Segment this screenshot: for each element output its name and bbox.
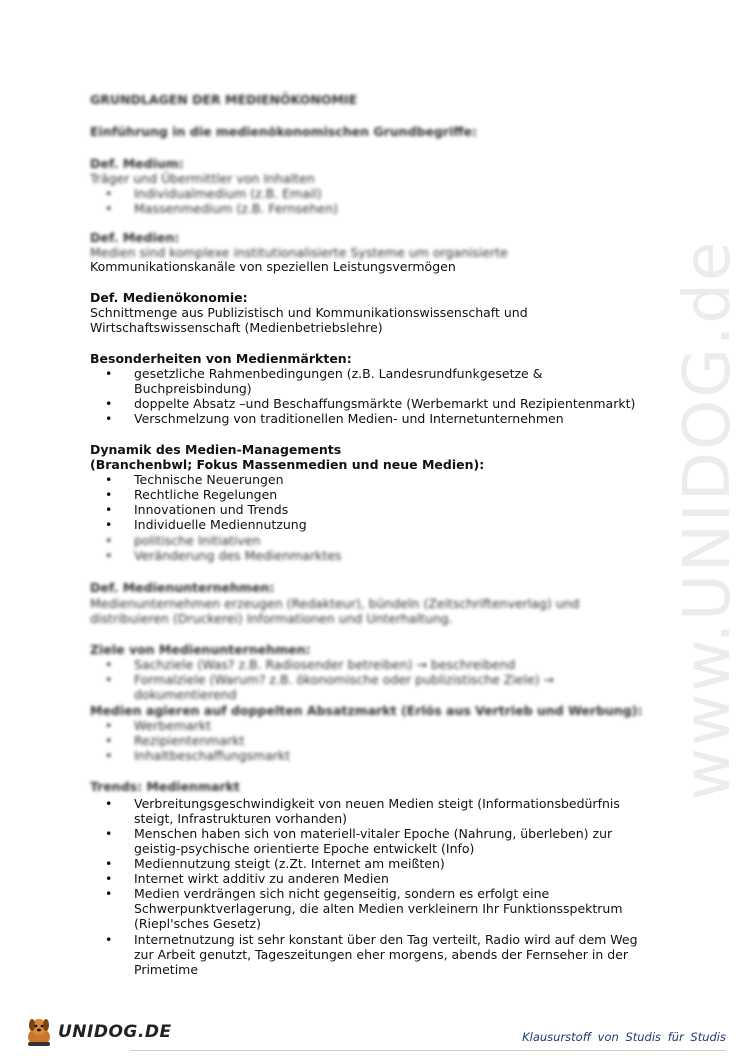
- section-heading: Def. Medienökonomie:: [90, 290, 248, 305]
- section-heading: Def. Medium:: [90, 156, 184, 171]
- bullet-icon: •: [105, 886, 113, 901]
- bullet-icon: •: [105, 826, 113, 841]
- section-text: Medienunternehmen erzeugen (Redakteur), bündeln (Zeitschriftenverlag) und: [90, 596, 580, 611]
- bullet-icon: •: [105, 533, 113, 548]
- section-text: distribuieren (Druckerei) Informationen und Unterhaltung.: [90, 611, 453, 626]
- bullet-icon: •: [105, 672, 113, 687]
- bullet-icon: •: [105, 502, 113, 517]
- section-heading: Def. Medienunternehmen:: [90, 580, 275, 595]
- section-text: Wirtschaftswissenschaft (Medienbetriebslehre): [90, 320, 383, 335]
- section-text: Medien sind komplexe institutionalisierte Systeme um organisierte: [90, 245, 508, 260]
- bullet-icon: •: [105, 396, 113, 411]
- bullet-icon: •: [105, 796, 113, 811]
- bullet-icon: •: [105, 487, 113, 502]
- watermark: www.UNIDOG.de: [671, 239, 745, 801]
- section-heading: Dynamik des Medien-Managements: [90, 442, 342, 457]
- bullet-icon: •: [105, 517, 113, 532]
- bullet-icon: •: [105, 472, 113, 487]
- bullet-icon: •: [105, 932, 113, 947]
- document-title: GRUNDLAGEN DER MEDIENÖKONOMIE: [90, 92, 358, 107]
- footer-divider: [130, 1050, 726, 1051]
- section-heading: Medien agieren auf doppelten Absatzmarkt (Erlös aus Vertrieb und Werbung):: [90, 703, 643, 718]
- section-heading: Trends: Medienmarkt: [90, 779, 240, 794]
- bullet-icon: •: [105, 411, 113, 426]
- bullet-icon: •: [105, 548, 113, 563]
- footer-slogan: Klausurstoff von Studis für Studis: [522, 1030, 726, 1044]
- section-text: Schnittmenge aus Publizistisch und Kommunikationswissenschaft und: [90, 305, 528, 320]
- bullet-icon: •: [105, 856, 113, 871]
- section-heading: (Branchenbwl; Fokus Massenmedien und neue Medien):: [90, 457, 485, 472]
- section-heading: Besonderheiten von Medienmärkten:: [90, 351, 352, 366]
- bullet-icon: •: [105, 366, 113, 381]
- section-heading: Def. Medien:: [90, 230, 180, 245]
- bullet-icon: •: [105, 733, 113, 748]
- section-text: Kommunikationskanäle von speziellen Leistungsvermögen: [90, 259, 456, 274]
- logo-text: UNIDOG.DE: [58, 1022, 172, 1042]
- bullet-icon: •: [105, 748, 113, 763]
- footer-logo[interactable]: [22, 1012, 172, 1052]
- bullet-icon: •: [105, 201, 113, 216]
- document-subtitle: Einführung in die medienökonomischen Grundbegriffe:: [90, 124, 477, 139]
- bullet-icon: •: [105, 718, 113, 733]
- document-page: www.UNIDOG.de GRUNDLAGEN DER MEDIENÖKONOMIE Einführung in die medienökonomischen Grundbegriffe: Def. Medium: Träger und Übermittler von Inhalten • Individualmedium (z.B. Email) • Massenmedium (z.B. Fernsehen) Def. Medien: Medien sind komplexe institutionalisierte Systeme um organisierte Kommunikationskanäle von speziellen Leistungsvermögen Def. Medienökonomie: Schnittmenge aus Publizistisch und Kommunikationswissenschaft und Wirtschaftswissenschaft (Medienbetriebslehre) Besonderheiten von Medienmärkten: • gesetzliche Rahmenbedingungen (z.B. Landesrundfunkgesetze & Buchpreisbindung) • doppelte Absatz –und Beschaffungsmärkte (Werbemarkt und Rezipientenmarkt) • Verschmelzung von traditionellen Medien- und Internetunternehmen Dynamik des Medien-Managements (Branchenbwl; Fokus Massenmedien und neue Medien): • Technische Neuerungen • Rechtliche Regelungen • Innovationen und Trends • Individuelle Mediennutzung • politische Initiativen • Veränderung des Medienmarktes Def. Medienunternehmen: Medienunternehmen erzeugen (Redakteur), bündeln (Zeitschriftenverlag) und distribuieren (Druckerei) Informationen und Unterhaltung. Ziele von Medienunternehmen: • Sachziele (Was? z.B. Radiosender betreiben) → beschreibend • Formalziele (Warum? z.B. ökonomische oder publizistische Ziele) → dokumentierend Medien agieren auf doppelten Absatzmarkt (Erlös aus Vertrieb und Werbung): • Werbemarkt • Rezipientenmarkt • Inhaltbeschaffungsmarkt Trends: Medienmarkt • Verbreitungsgeschwindigkeit von neuen Medien steigt (Informationsbedürfnis steigt, Infrastrukturen vorhanden) • Menschen haben sich von materiell-vitaler Epoche (Nahrung, überleben) zur geistig-psychische orientierte Epoche entwickelt (Info) • Mediennutzung steigt (z.Zt. Internet am meißten) • Internet wirkt additiv zu anderen Medien • Medien verdrängen sich nicht gegenseitig, sondern es erfolgt eine Schwerpunktverlagerung, die alten Medien verkleinern Ihr Funktionsspektrum (Riepl'sches Gesetz) • Internetnutzung ist sehr konstant über den Tag verteilt, Radio wird auf dem Weg zur Arbeit genutzt, Tageszeitungen eher morgens, abends der Fernseher in der Primetime UNIDOG.DE Klausurstoff von Studis für Studis: [0, 0, 750, 1060]
- section-heading: Ziele von Medienunternehmen:: [90, 642, 311, 657]
- bullet-icon: •: [105, 186, 113, 201]
- section-text: Träger und Übermittler von Inhalten: [90, 171, 315, 186]
- bullet-icon: •: [105, 871, 113, 886]
- bullet-icon: •: [105, 657, 113, 672]
- dog-mascot-icon: [22, 1015, 56, 1049]
